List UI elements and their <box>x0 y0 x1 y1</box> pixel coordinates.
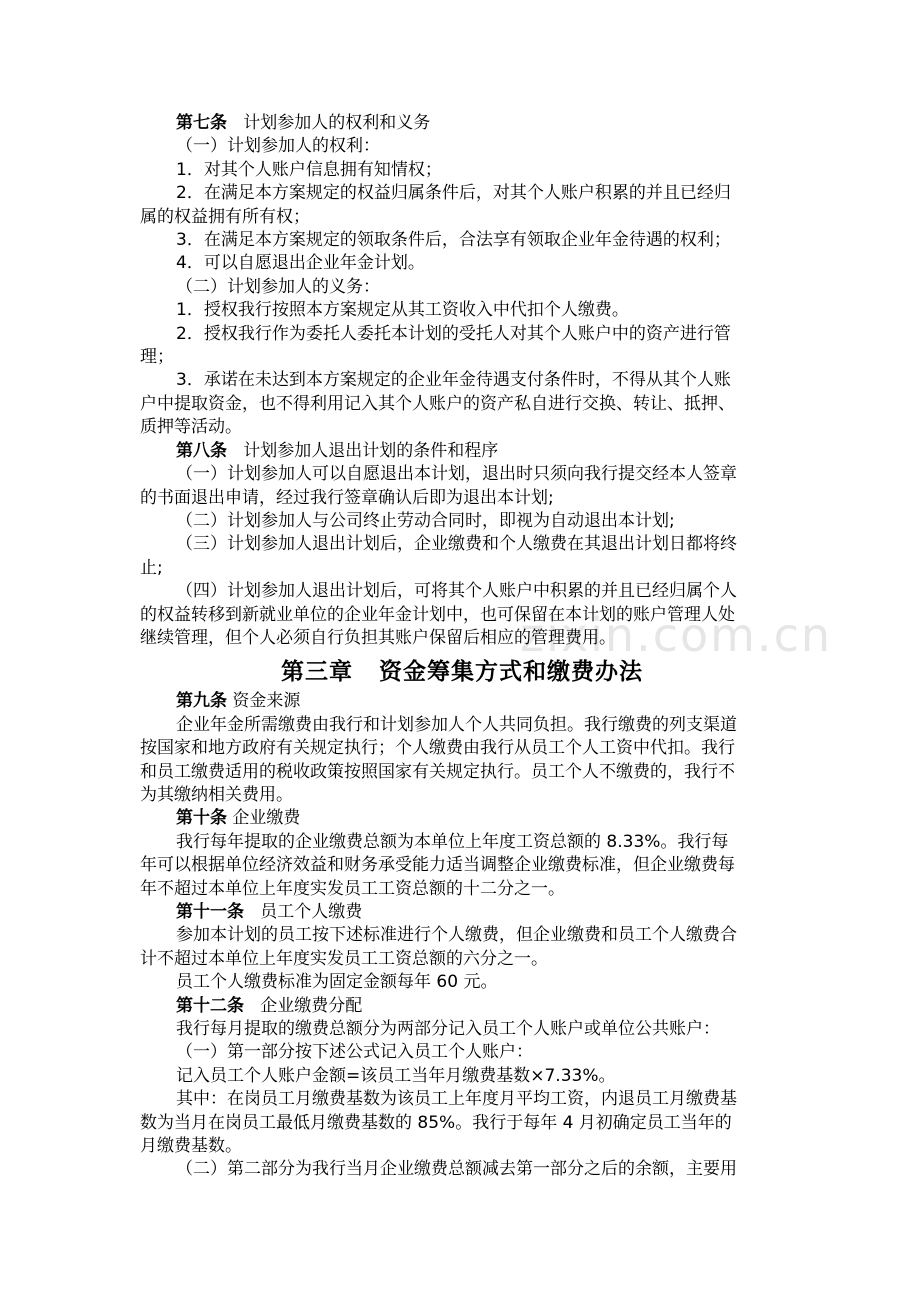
chapter-number: 第三章 <box>281 659 353 686</box>
watermark: zixin.com.cn <box>520 608 833 662</box>
article-title: 企业缴费 <box>232 808 301 829</box>
document-page <box>140 112 784 1182</box>
article-title: 企业缴费分配 <box>260 995 363 1016</box>
paragraph: 质押等活动。 <box>140 417 242 438</box>
paragraph: （一）计划参加人的权利： <box>176 136 380 157</box>
paragraph: 为其缴纳相关费用。 <box>140 784 293 805</box>
paragraph: 计不超过本单位上年度实发员工工资总额的六分之一。 <box>140 948 548 969</box>
article-number: 第七条 <box>176 113 227 133</box>
paragraph: （二）第二部分为我行当月企业缴费总额减去第一部分之后的余额，主要用 <box>176 1159 737 1180</box>
article-11-heading <box>140 901 784 924</box>
article-title: 计划参加人退出计划的条件和程序 <box>243 440 499 461</box>
paragraph: 企业年金所需缴费由我行和计划参加人个人共同负担。我行缴费的列支渠道 <box>176 714 737 735</box>
formula: 记入员工个人账户金额=该员工当年月缴费基数×7.33%。 <box>176 1065 616 1086</box>
paragraph: 参加本计划的员工按下述标准进行个人缴费，但企业缴费和员工个人缴费合 <box>176 925 737 946</box>
article-8-heading <box>140 440 784 463</box>
chapter-title: 资金筹集方式和缴费办法 <box>379 659 643 686</box>
article-number: 第十一条 <box>176 902 244 922</box>
paragraph: 3．承诺在未达到本方案规定的企业年金待遇支付条件时，不得从其个人账 <box>176 370 731 391</box>
article-title: 员工个人缴费 <box>260 902 363 922</box>
article-10-heading <box>140 807 784 830</box>
paragraph: 2．在满足本方案规定的权益归属条件后，对其个人账户积累的并且已经归 <box>176 183 731 204</box>
paragraph: 的权益转移到新就业单位的企业年金计划中，也可保留在本计划的账户管理人处 <box>140 604 735 625</box>
paragraph: 我行每月提取的缴费总额分为两部分记入员工个人账户或单位公共账户： <box>176 1019 720 1040</box>
chapter-heading <box>140 656 784 688</box>
paragraph: 数为当月在岗员工最低月缴费基数的 85%。我行于每年 4 月初确定员工当年的 <box>140 1112 732 1133</box>
paragraph: （二）计划参加人的义务： <box>176 276 380 297</box>
paragraph: 员工个人缴费标准为固定金额每年 60 元。 <box>176 972 498 993</box>
paragraph: 1．对其个人账户信息拥有知情权； <box>176 159 442 180</box>
article-7-heading <box>140 112 784 135</box>
paragraph: （三）计划参加人退出计划后，企业缴费和个人缴费在其退出计划日都将终 <box>176 534 737 555</box>
paragraph: 其中：在岗员工月缴费基数为该员工上年度月平均工资，内退员工月缴费基 <box>176 1089 737 1110</box>
paragraph: 理； <box>140 347 174 368</box>
paragraph: 户中提取资金，也不得利用记入其个人账户的资产私自进行交换、转让、抵押、 <box>140 393 735 414</box>
paragraph: （四）计划参加人退出计划后，可将其个人账户中积累的并且已经归属个人 <box>176 581 737 602</box>
paragraph: 3．在满足本方案规定的领取条件后，合法享有领取企业年金待遇的权利； <box>176 230 731 251</box>
paragraph: 月缴费基数。 <box>140 1136 242 1157</box>
article-12-heading <box>140 995 784 1018</box>
paragraph: 和员工缴费适用的税收政策按照国家有关规定执行。员工个人不缴费的，我行不 <box>140 761 735 782</box>
article-number: 第十条 <box>176 808 227 829</box>
article-number: 第八条 <box>176 440 227 461</box>
article-title: 计划参加人的权利和义务 <box>243 113 431 133</box>
paragraph: 继续管理，但个人必须自行负担其账户保留后相应的管理费用。 <box>140 627 616 648</box>
paragraph: 的书面退出申请，经过我行签章确认后即为退出本计划; <box>140 487 554 508</box>
article-9-heading <box>140 690 784 713</box>
paragraph: （二）计划参加人与公司终止劳动合同时，即视为自动退出本计划; <box>176 510 675 531</box>
paragraph: （一）第一部分按下述公式记入员工个人账户： <box>176 1042 533 1063</box>
paragraph: 1．授权我行按照本方案规定从其工资收入中代扣个人缴费。 <box>176 300 629 321</box>
paragraph: 止; <box>140 557 163 578</box>
paragraph: 按国家和地方政府有关规定执行；个人缴费由我行从员工个人工资中代扣。我行 <box>140 738 735 759</box>
paragraph: 年不超过本单位上年度实发员工工资总额的十二分之一。 <box>140 878 565 899</box>
paragraph: 4．可以自愿退出企业年金计划。 <box>176 253 425 274</box>
paragraph: 年可以根据单位经济效益和财务承受能力适当调整企业缴费标准，但企业缴费每 <box>140 855 735 876</box>
paragraph: 属的权益拥有所有权； <box>140 206 310 227</box>
paragraph: 2．授权我行作为委托人委托本计划的受托人对其个人账户中的资产进行管 <box>176 323 731 344</box>
article-number: 第十二条 <box>176 995 244 1016</box>
paragraph: 我行每年提取的企业缴费总额为本单位上年度工资总额的 8.33%。我行每 <box>176 831 729 852</box>
article-number: 第九条 <box>176 691 227 712</box>
paragraph: （一）计划参加人可以自愿退出本计划，退出时只须向我行提交经本人签章 <box>176 464 737 485</box>
article-title: 资金来源 <box>232 691 301 712</box>
